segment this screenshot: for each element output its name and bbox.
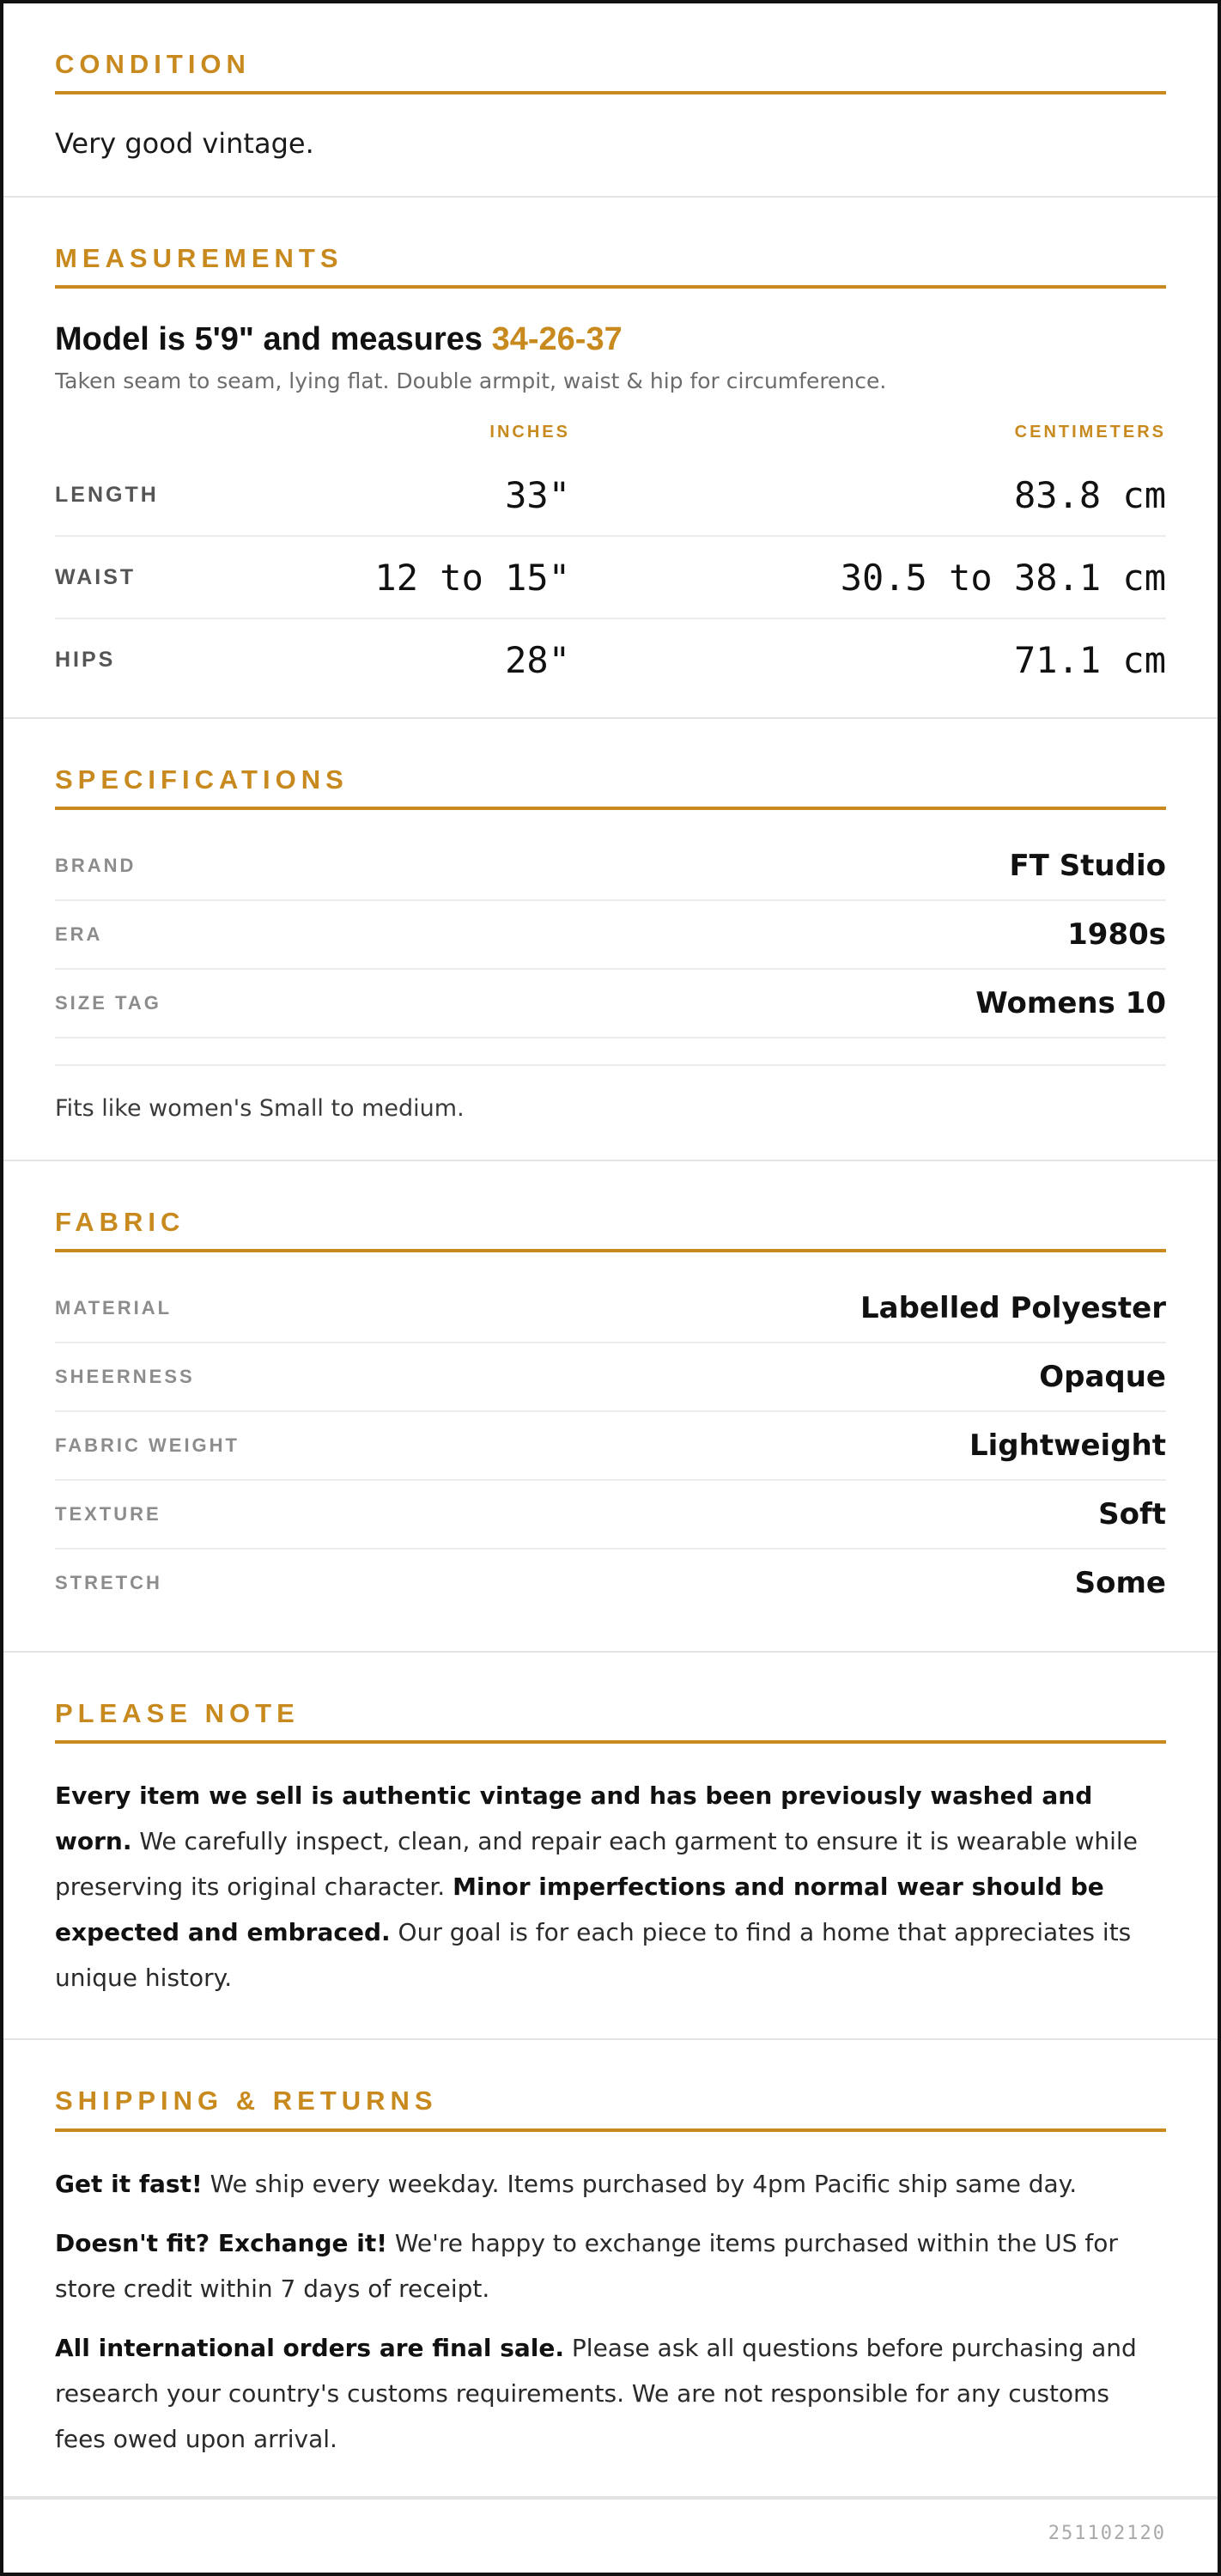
international-text: Please ask all questions before purchasing and research your country's customs requirements. We are not responsible for any customs fees owed upon arrival. [55,2333,1137,2453]
shipping-heading: SHIPPING & RETURNS [55,2086,1166,2131]
fit-note: Fits like women's Small to medium. [55,1095,465,1123]
fabric-label: STRETCH [55,1572,162,1594]
measurements-note: Taken seam to seam, lying flat. Double armpit, waist & hip for circumference. [55,368,887,394]
spec-value: 1980s [1067,917,1166,953]
column-inches: INCHES [489,423,570,442]
fabric-section [3,1161,1218,1653]
shipping-bold: Get it fast! [55,2169,203,2198]
fabric-list [55,1275,1166,1651]
measurement-inches: 12 to 15" [374,556,570,599]
measurement-label: LENGTH [55,482,159,507]
measurement-row-length [55,454,1166,537]
measurement-cm: 83.8 cm [1013,473,1166,516]
fabric-row-material [55,1275,1166,1343]
shipping-paragraph [55,2161,1166,2207]
fabric-row-stretch [55,1550,1166,1617]
international-bold: All international orders are final sale. [55,2333,565,2362]
exchange-text: We're happy to exchange items purchased within the US for store credit within 7 days of receipt. [55,2228,1118,2303]
model-prefix: Model is 5'9" and measures [55,321,492,358]
measurement-label: HIPS [55,647,116,672]
shipping-text: We ship every weekday. Items purchased by 4pm Pacific ship same day. [202,2169,1078,2198]
model-measures-value: 34-26-37 [491,321,623,358]
note-bold-1: Every item we sell is authentic vintage and has been previously washed and worn. [55,1781,1093,1856]
fabric-value: Opaque [1039,1360,1166,1395]
measurements-table-header [55,423,1166,454]
condition-heading: CONDITION [55,50,1166,94]
condition-text: Very good vintage. [55,127,314,161]
international-paragraph [55,2325,1166,2462]
fabric-row-sheerness [55,1343,1166,1412]
item-code: 251102120 [1048,2523,1166,2545]
spec-divider [55,1038,1166,1066]
fabric-label: MATERIAL [55,1297,173,1319]
spec-label: ERA [55,923,103,946]
measurement-row-hips [55,619,1166,700]
spec-label: BRAND [55,855,137,877]
fabric-label: FABRIC WEIGHT [55,1434,240,1457]
condition-section [3,3,1218,198]
note-bold-2: Minor imperfections and normal wear should be expected and embraced. [55,1873,1104,1947]
fabric-label: SHEERNESS [55,1366,195,1388]
specifications-section [3,719,1218,1161]
measurement-label: WAIST [55,564,137,589]
measurements-heading: MEASUREMENTS [55,244,1166,289]
spec-label: SIZE TAG [55,992,161,1014]
specifications-heading: SPECIFICATIONS [55,765,1166,810]
measurement-inches: 33" [505,473,570,516]
footer [3,2498,1218,2568]
model-measurements [55,321,1166,358]
measurement-row-waist [55,537,1166,619]
measurement-cm: 30.5 to 38.1 cm [840,556,1166,599]
note-text-2: Our goal is for each piece to find a home that appreciates its unique history. [55,1918,1132,1993]
fabric-value: Lightweight [969,1428,1166,1464]
fabric-value: Labelled Polyester [860,1291,1166,1326]
measurements-table [55,423,1166,717]
fabric-row-texture [55,1481,1166,1550]
note-text-1: We carefully inspect, clean, and repair each garment to ensure it is wearable while preserving its original character. [55,1827,1138,1902]
please-note-text [55,1773,1166,2038]
spec-row-brand [55,832,1166,901]
please-note-section [3,1653,1218,2040]
measurement-inches: 28" [505,638,570,681]
please-note-heading: PLEASE NOTE [55,1699,1166,1744]
shipping-section [3,2040,1218,2497]
measurement-cm: 71.1 cm [1013,638,1166,681]
fabric-row-weight [55,1412,1166,1481]
fabric-value: Soft [1098,1497,1166,1532]
specifications-list [55,832,1166,1066]
exchange-bold: Doesn't fit? Exchange it! [55,2228,387,2257]
spec-value: Womens 10 [975,986,1166,1021]
spec-row-size-tag [55,970,1166,1038]
fabric-value: Some [1074,1566,1166,1601]
column-centimeters: CENTIMETERS [1014,423,1166,442]
spec-value: FT Studio [1009,849,1166,884]
spec-row-era [55,901,1166,970]
shipping-content [55,2161,1166,2496]
fabric-label: TEXTURE [55,1503,161,1526]
measurements-section [3,198,1218,719]
exchange-paragraph [55,2220,1166,2311]
fabric-heading: FABRIC [55,1208,1166,1252]
